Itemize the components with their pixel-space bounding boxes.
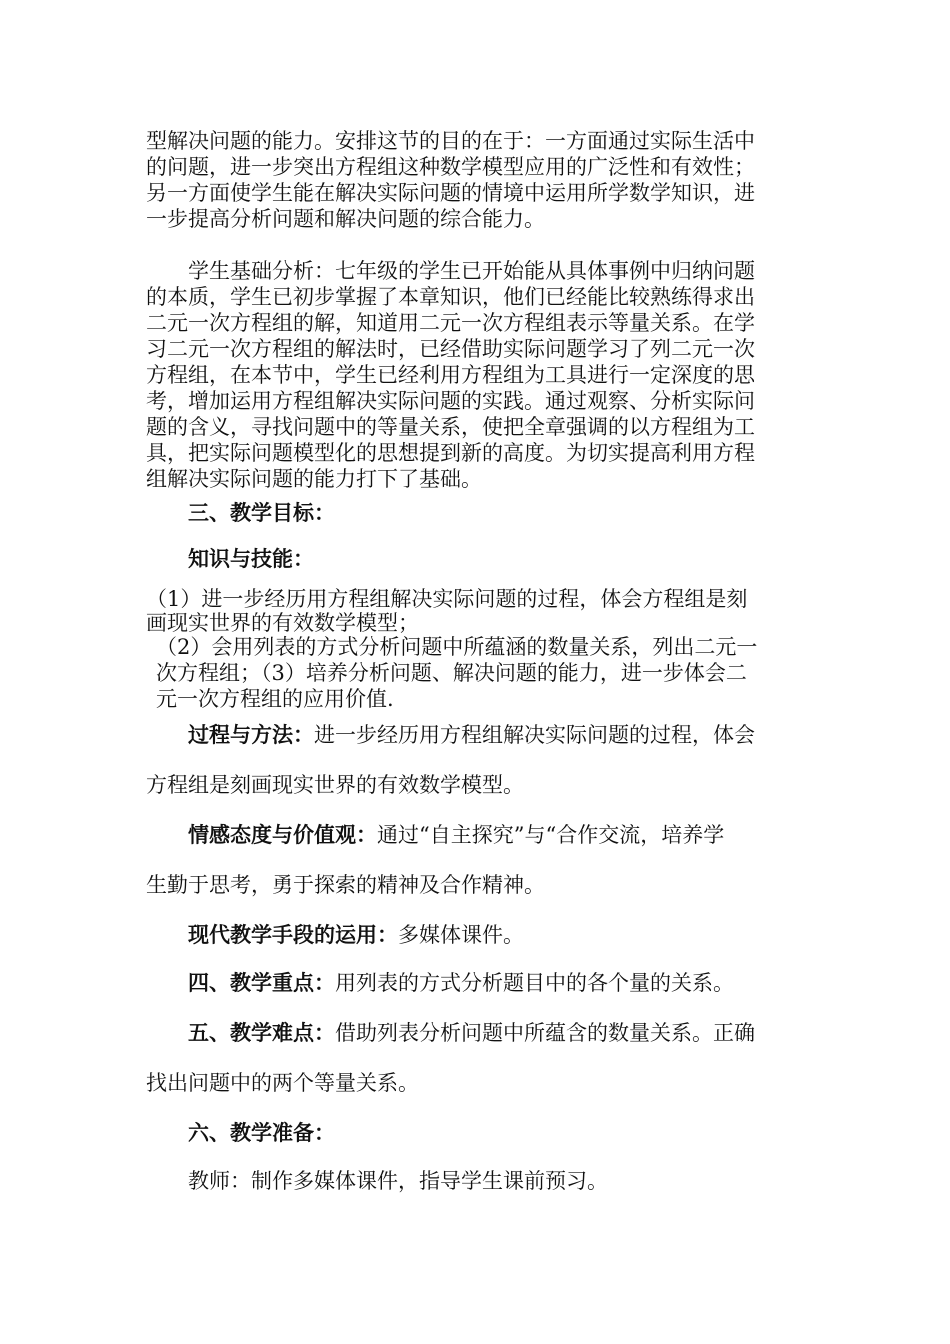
student-analysis-line-7: 题的含义，寻找问题中的等量关系，使把全章强调的以方程组为工	[146, 415, 755, 439]
emotion-label: 情感态度与价值观：	[188, 823, 377, 847]
teacher-prep-line: 教师：制作多媒体课件，指导学生课前预习。	[188, 1169, 608, 1193]
knowledge-item-line-4: 次方程组；（3）培养分析问题、解决问题的能力，进一步体会二	[156, 661, 747, 685]
section5-text: 借助列表分析问题中所蕴含的数量关系。正确	[335, 1021, 755, 1045]
media-label: 现代教学手段的运用：	[188, 923, 398, 947]
media-line	[188, 922, 524, 948]
process-label: 过程与方法：	[188, 723, 314, 747]
section4-text: 用列表的方式分析题目中的各个量的关系。	[335, 971, 734, 995]
student-analysis-line-8: 具，把实际问题模型化的思想提到新的高度。为切实提高利用方程	[146, 441, 755, 465]
intro-line-3: 另一方面使学生能在解决实际问题的情境中运用所学数学知识，进	[146, 181, 755, 205]
student-analysis-line-1: 学生基础分析：七年级的学生已开始能从具体事例中归纳问题	[188, 259, 755, 283]
media-text: 多媒体课件。	[398, 923, 524, 947]
knowledge-item-line-5: 元一次方程组的应用价值.	[156, 687, 394, 711]
student-analysis-line-6: 考，增加运用方程组解决实际问题的实践。通过观察、分析实际问	[146, 389, 755, 413]
emotion-line-1	[188, 822, 724, 848]
knowledge-item-line-1: （1）进一步经历用方程组解决实际问题的过程，体会方程组是刻	[146, 587, 748, 611]
section4-line	[188, 970, 734, 996]
student-analysis-line-5: 方程组，在本节中，学生已经利用方程组为工具进行一定深度的思	[146, 363, 755, 387]
intro-line-4: 一步提高分析问题和解决问题的综合能力。	[146, 207, 545, 231]
emotion-text: 通过“自主探究”与“合作交流，培养学	[377, 823, 725, 847]
student-analysis-line-9: 组解决实际问题的能力打下了基础。	[146, 467, 482, 491]
student-analysis-line-2: 的本质，学生已初步掌握了本章知识，他们已经能比较熟练得求出	[146, 285, 755, 309]
knowledge-item-line-2: 画现实世界的有效数学模型；	[146, 611, 419, 635]
process-line-2: 方程组是刻画现实世界的有效数学模型。	[146, 773, 524, 797]
knowledge-item-line-3: （2）会用列表的方式分析问题中所蕴涵的数量关系，列出二元一	[156, 635, 758, 659]
section5-line-2: 找出问题中的两个等量关系。	[146, 1071, 419, 1095]
knowledge-heading: 知识与技能：	[188, 547, 314, 571]
student-analysis-line-4: 习二元一次方程组的解法时，已经借助实际问题学习了列二元一次	[146, 337, 755, 361]
section3-heading: 三、教学目标：	[188, 501, 335, 525]
process-line-1	[188, 722, 755, 748]
intro-line-1: 型解决问题的能力。安排这节的目的在于：一方面通过实际生活中	[146, 129, 755, 153]
intro-line-2: 的问题，进一步突出方程组这种数学模型应用的广泛性和有效性；	[146, 155, 755, 179]
section5-line-1	[188, 1020, 755, 1046]
section4-label: 四、教学重点：	[188, 971, 335, 995]
student-analysis-line-3: 二元一次方程组的解，知道用二元一次方程组表示等量关系。在学	[146, 311, 755, 335]
emotion-line-2: 生勤于思考，勇于探索的精神及合作精神。	[146, 873, 545, 897]
process-text: 进一步经历用方程组解决实际问题的过程，体会	[314, 723, 755, 747]
section5-label: 五、教学难点：	[188, 1021, 335, 1045]
section6-heading: 六、教学准备：	[188, 1121, 335, 1145]
